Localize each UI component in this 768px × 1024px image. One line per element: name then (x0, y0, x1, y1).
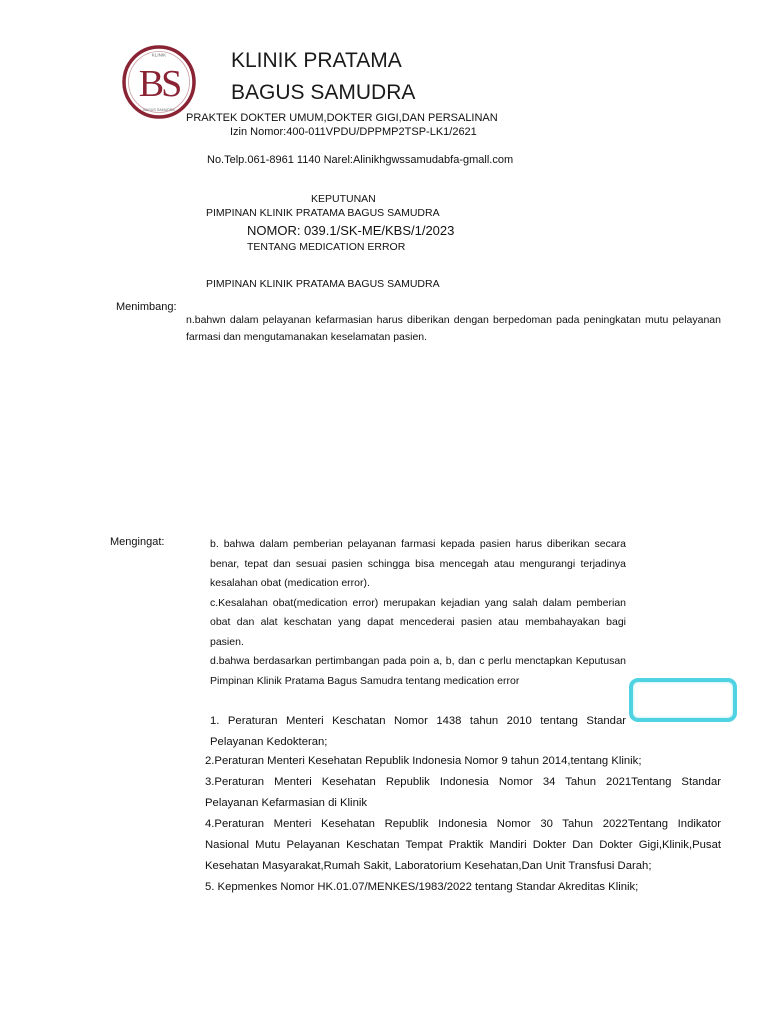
logo-top-text: KLINIK (151, 52, 167, 58)
logo-letters: BS (138, 63, 180, 105)
mengingat-line: pasien. (210, 635, 244, 648)
decree-number: NOMOR: 039.1/SK-ME/KBS/1/2023 (247, 223, 455, 238)
logo-bottom-text: BAGUS SAMUDRA (143, 108, 175, 112)
mengingat-line: Pimpinan Klinik Pratama Bagus Samudra tentang medication error (210, 674, 520, 687)
keputusan-heading: KEPUTUNAN (311, 193, 376, 205)
mengingat-line: c.Kesalahan obat(medication error) merupakan kejadian yang salah dalam pemberian (210, 596, 626, 609)
issuer-heading: PIMPINAN KLINIK PRATAMA BAGUS SAMUDRA (206, 207, 440, 219)
mengingat-line: obat dan alat keschatan yang dapat mencederai pasien atau membahayakan bagi (210, 616, 626, 628)
decree-subject: TENTANG MEDICATION ERROR (247, 241, 406, 253)
license-line: Izin Nomor:400-011VPDU/DPPMP2TSP-LK1/2621 (230, 126, 477, 138)
regulation-item-3: 3.Peraturan Menteri Kesehatan Republik Indonesia Nomor 34 Tahun 2021Tentang Standar (205, 776, 721, 788)
mengingat-line: b. bahwa dalam pemberian pelayanan farmasi kepada pasien harus diberikan secara (210, 538, 626, 550)
regulation-item-4-cont2: Kesehatan Masyarakat,Rumah Sakit, Laboratorium Kesehatan,Dan Unit Transfusi Darah; (205, 860, 652, 872)
bs-logo-icon (121, 44, 197, 120)
practice-line: PRAKTEK DOKTER UMUM,DOKTER GIGI,DAN PERSALINAN (186, 112, 498, 124)
regulation-item-5: 5. Kepmenkes Nomor HK.01.07/MENKES/1983/2022 tentang Standar Akreditas Klinik; (205, 881, 639, 893)
menimbang-label: Menimbang: (116, 301, 177, 313)
contact-line: No.Telp.061-8961 1140 Narel:Alinikhgwssamudabfa-gmall.com (207, 154, 514, 166)
clinic-logo (121, 44, 197, 120)
regulation-item-4: 4.Peraturan Menteri Kesehatan Republik Indonesia Nomor 30 Tahun 2022Tentang Indikator (205, 818, 721, 830)
menimbang-line-2: farmasi dan mengutamanakan keselamatan pasien. (186, 331, 428, 343)
mengingat-label: Mengingat: (110, 536, 165, 548)
mengingat-line: benar, tepat dan sesuai pasien schingga bisa mencegah atau mengurangi terjadinya (210, 557, 626, 570)
regulation-item-4-cont1: Nasional Mutu Pelayanan Keschatan Tempat Praktik Mandiri Dokter Dan Dokter Gigi,Klinik,Pusat (205, 839, 721, 851)
mengingat-paragraph (210, 535, 626, 691)
menimbang-line-1: n.bahwn dalam pelayanan kefarmasian harus diberikan dengan berpedoman pada peningkatan mutu pelayanan (186, 314, 721, 326)
mengingat-line: d.bahwa berdasarkan pertimbangan pada poin a, b, dan c perlu menctapkan Keputusan (210, 655, 626, 667)
clinic-title-line2: BAGUS SAMUDRA (231, 81, 416, 104)
regulation-item-2: 2.Peraturan Menteri Kesehatan Republik Indonesia Nomor 9 tahun 2014,tentang Klinik; (205, 755, 642, 767)
regulation-item-1-cont: Pelayanan Kedokteran; (210, 736, 328, 748)
mengingat-line: kesalahan obat (medication error). (210, 577, 370, 589)
regulation-item-1: 1. Peraturan Menteri Keschatan Nomor 1438 tahun 2010 tentang Standar (210, 715, 626, 727)
issuer-repeat: PIMPINAN KLINIK PRATAMA BAGUS SAMUDRA (206, 278, 440, 290)
clinic-title-line1: KLINIK PRATAMA (231, 49, 402, 72)
highlight-box (629, 678, 737, 722)
regulation-item-3-cont: Pelayanan Kefarmasian di Klinik (205, 797, 368, 809)
